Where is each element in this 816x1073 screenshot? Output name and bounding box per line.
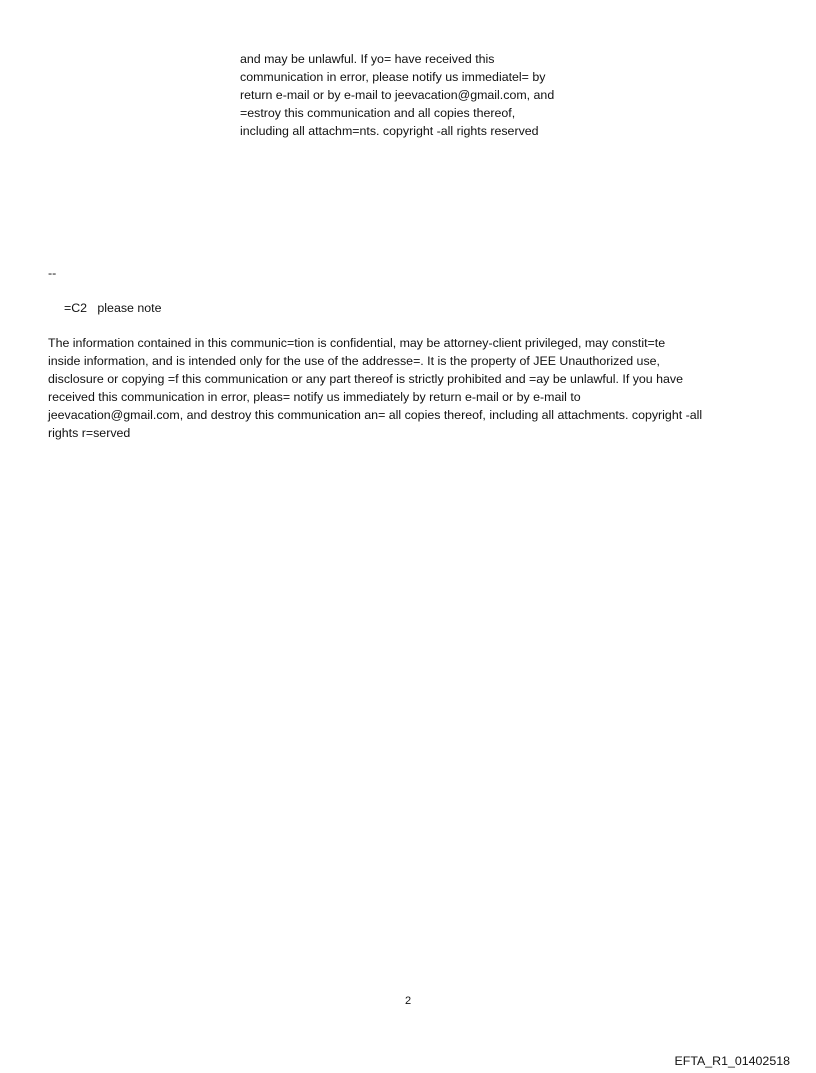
confidentiality-disclaimer [48, 334, 778, 442]
disclaimer-line: jeevacation@gmail.com, and destroy this communication an= all copies thereof, including all attachments. copyright -all [48, 408, 703, 422]
quoted-disclaimer-line: communication in error, please notify us immediatel= by [240, 70, 546, 84]
quoted-disclaimer-line: and may be unlawful. If yo= have received this [240, 52, 495, 66]
signature-separator: -- [48, 266, 57, 280]
disclaimer-line: disclosure or copying =f this communication or any part thereof is strictly prohibited and =ay be unlawful. If you have [48, 372, 684, 386]
quoted-disclaimer-line: including all attachm=nts. copyright -all rights reserved [240, 124, 539, 138]
please-note-line: =C2 please note [64, 301, 162, 315]
page-number: 2 [404, 995, 412, 1007]
quoted-disclaimer-line: return e-mail or by e-mail to jeevacation@gmail.com, and [240, 88, 555, 102]
disclaimer-line: received this communication in error, pleas= notify us immediately by return e-mail or by e-mail to [48, 390, 581, 404]
quoted-disclaimer-block [240, 50, 620, 140]
disclaimer-line: inside information, and is intended only for the use of the addresse=. It is the property of JEE Unauthorized use, [48, 354, 660, 368]
disclaimer-line: The information contained in this communic=tion is confidential, may be attorney-client privileged, may constit=te [48, 336, 666, 350]
disclaimer-line: rights r=served [48, 426, 131, 440]
quoted-disclaimer-line: =estroy this communication and all copies thereof, [240, 106, 516, 120]
document-id: EFTA_R1_01402518 [674, 1054, 790, 1068]
